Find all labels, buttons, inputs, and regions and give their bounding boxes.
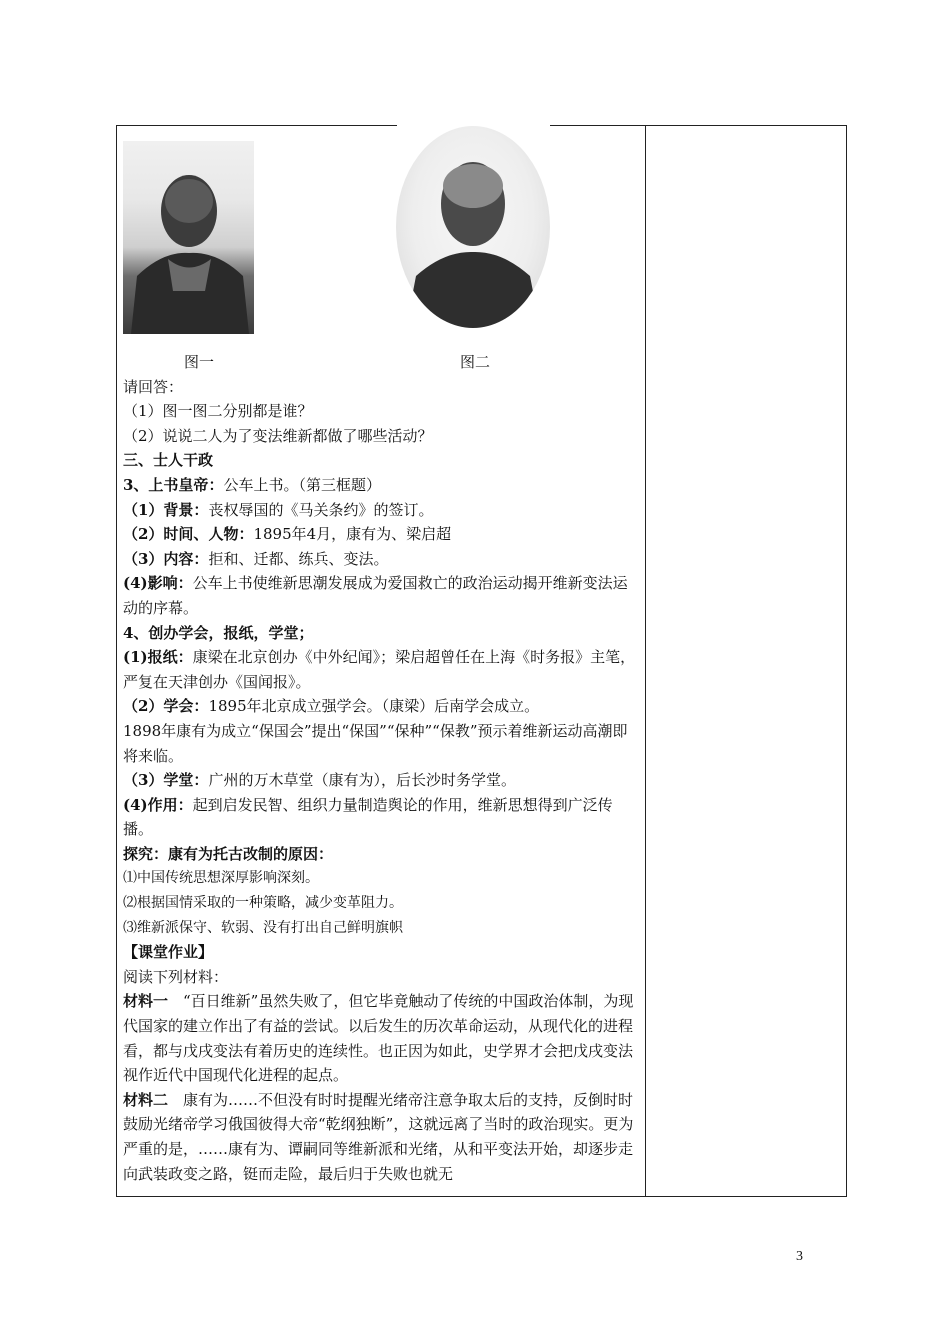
impact-line: [123, 571, 639, 620]
effect-line: [123, 793, 639, 842]
explore-reason-3: ⑶维新派保守、软弱、没有打出自己鲜明旗帜: [123, 919, 403, 936]
content-text: 拒和、迁都、练兵、变法。: [208, 549, 389, 568]
material-1-text: “百日维新”虽然失败了，但它毕竟触动了传统的中国政治体制，为现代国家的建立作出了有益的尝试。以后发生的历次革命运动，从现代化的进程看，都与戊戌变法有着历史的连续性。也正因为如此，史学界才会把戊戌变法视作近代中国现代化进程的起点。: [123, 992, 634, 1085]
school-label: （3）学堂：: [123, 771, 209, 790]
background-line: [123, 498, 639, 523]
background-text: 丧权辱国的《马关条约》的签订。: [208, 500, 434, 519]
content-line: [123, 547, 639, 572]
newspaper-line: [123, 645, 639, 694]
impact-text: 公车上书使维新思潮发展成为爱国救亡的政治运动揭开维新变法运动的序幕。: [123, 574, 628, 617]
effect-text: 起到启发民智、组织力量制造舆论的作用，维新思想得到广泛传播。: [123, 795, 613, 839]
society-line: [123, 694, 639, 719]
section-3-heading: 三、士人干政: [123, 451, 214, 470]
section-4-heading: 4、创办学会，报纸，学堂；: [123, 623, 314, 642]
material-1: [123, 989, 639, 1087]
portrait-photo-2: [396, 126, 550, 328]
society-text: 1895年北京成立强学会。（康梁）后南学会成立。: [208, 697, 540, 716]
item-3-title: 3、上书皇帝：: [123, 475, 224, 494]
figure-captions: [123, 350, 639, 375]
page-number: 3: [796, 1249, 803, 1264]
time-line: [123, 522, 639, 547]
homework-heading: 【课堂作业】: [123, 943, 214, 962]
school-text: 广州的万木草堂（康有为），后长沙时务学堂。: [208, 771, 516, 790]
time-text: 1895年4月，康有为、梁启超: [253, 525, 452, 544]
table-column-divider: [645, 125, 646, 1197]
figure-1-caption: 图一: [184, 353, 215, 371]
main-content: [123, 350, 639, 1186]
explore-heading: 探究：康有为托古改制的原因：: [123, 844, 334, 863]
portrait-2-drawing: [396, 126, 550, 328]
effect-label: (4)作用：: [123, 795, 193, 814]
item-3: [123, 473, 639, 498]
material-2-text: 康有为……不但没有时时提醒光绪帝注意争取太后的支持，反倒时时鼓励光绪帝学习俄国彼得大帝“乾纲独断”，这就远离了当时的政治现实。更为严重的是，……康有为、谭嗣同等维新派和光绪，从和平变法开始，却逐步走向武装政变之路，铤而走险，最后归于失败也就无: [123, 1090, 634, 1183]
homework-intro: 阅读下列材料：: [123, 967, 229, 986]
time-label: （2）时间、人物：: [123, 525, 254, 544]
newspaper-label: (1)报纸：: [123, 648, 193, 667]
school-line: [123, 768, 639, 793]
material-1-label: 材料一: [123, 992, 169, 1011]
figure-2-caption: 图二: [460, 353, 491, 371]
portrait-1-drawing: [123, 141, 254, 334]
background-label: （1）背景：: [123, 500, 209, 519]
content-label: （3）内容：: [123, 549, 209, 568]
newspaper-text: 康梁在北京创办《中外纪闻》；梁启超曾任在上海《时务报》主笔，严复在天津创办《国闻报》。: [123, 648, 636, 691]
impact-label: (4)影响：: [123, 574, 193, 593]
material-2: [123, 1088, 639, 1186]
item-3-text: 公车上书。（第三框题）: [223, 475, 381, 494]
material-2-label: 材料二: [123, 1090, 169, 1109]
questions-intro: 请回答：: [123, 377, 184, 396]
explore-reason-2: ⑵根据国情采取的一种策略，减少变革阻力。: [123, 895, 403, 912]
baoguo-line: 1898年康有为成立“保国会”提出“保国”“保种”“保教”预示着维新运动高潮即将来临。: [123, 721, 628, 765]
society-label: （2）学会：: [123, 697, 209, 716]
question-1: （1）图一图二分别都是谁？: [123, 402, 313, 421]
explore-reason-1: ⑴中国传统思想深厚影响深刻。: [123, 870, 319, 887]
question-2: （2）说说二人为了变法维新都做了哪些活动？: [123, 426, 433, 445]
portrait-photo-1: [123, 141, 254, 334]
